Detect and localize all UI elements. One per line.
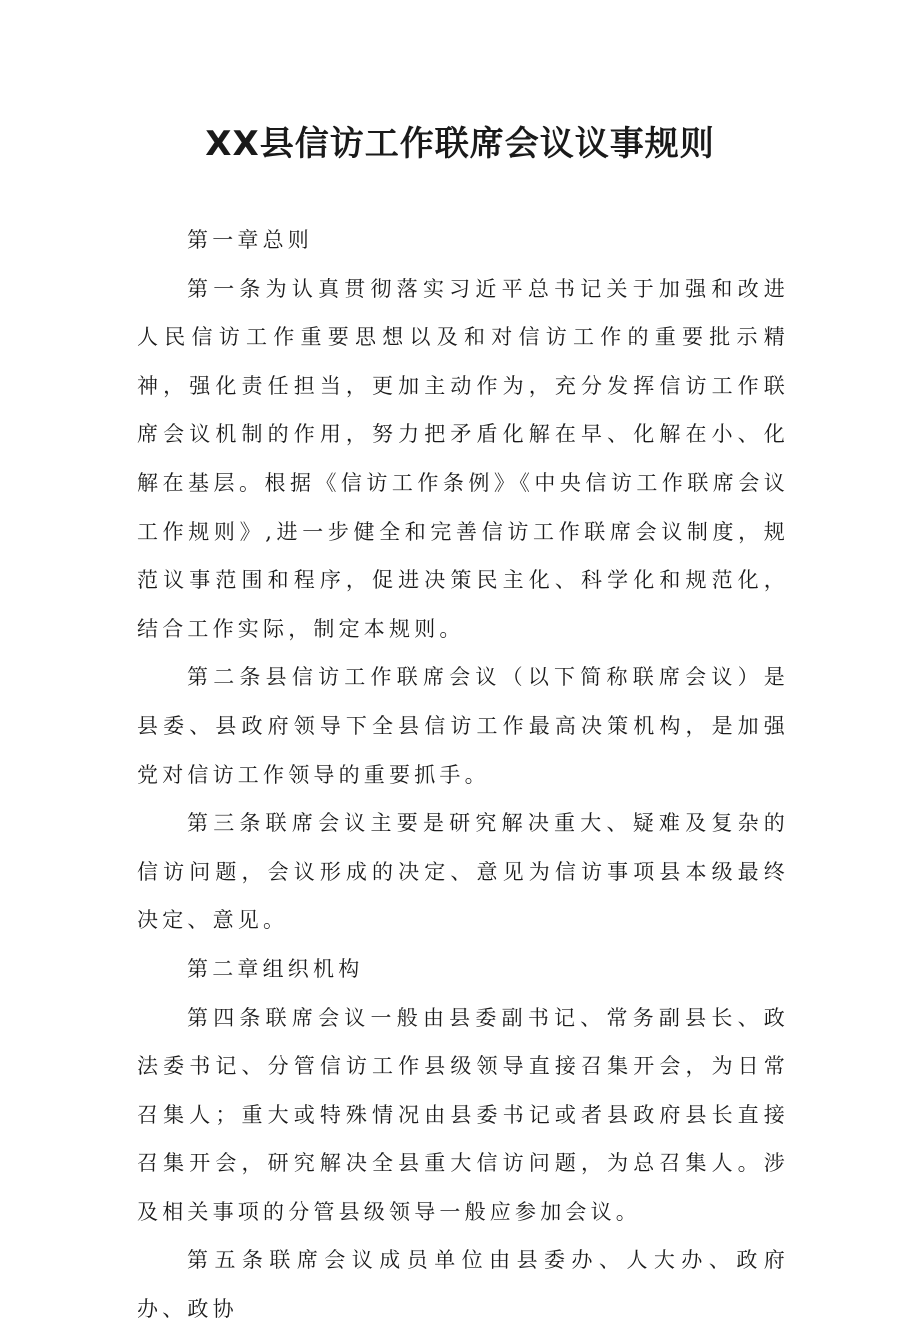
chapter-heading: 第一章总则: [187, 228, 313, 252]
document-body: [137, 216, 789, 1334]
article-paragraph: 第三条联席会议主要是研究解决重大、疑难及复杂的信访问题，会议形成的决定、意见为信访事项县本级最终决定、意见。: [137, 811, 789, 933]
chapter-heading: 第二章组织机构: [187, 956, 364, 981]
article-paragraph: 第五条联席会议成员单位由县委办、人大办、政府办、政协: [137, 1248, 789, 1322]
document-title: XX县信访工作联席会议议事规则: [205, 124, 715, 164]
article-paragraph: 第一条为认真贯彻落实习近平总书记关于加强和改进人民信访工作重要思想以及和对信访工作的重要批示精神，强化责任担当，更加主动作为，充分发挥信访工作联席会议机制的作用，努力把矛盾化解在早、化解在小、化解在基层。根据《信访工作条例》《中央信访工作联席会议工作规则》,进一步健全和完善信访工作联席会议制度，规范议事范围和程序，促进决策民主化、科学化和规范化，结合工作实际，制定本规则。: [137, 276, 789, 641]
article-paragraph: 第二条县信访工作联席会议（以下简称联席会议）是县委、县政府领导下全县信访工作最高决策机构，是加强党对信访工作领导的重要抓手。: [137, 665, 789, 787]
article-paragraph: 第四条联席会议一般由县委副书记、常务副县长、政法委书记、分管信访工作县级领导直接召集开会，为日常召集人；重大或特殊情况由县委书记或者县政府县长直接召集开会，研究解决全县重大信访问题，为总召集人。涉及相关事项的分管县级领导一般应参加会议。: [137, 1005, 789, 1224]
